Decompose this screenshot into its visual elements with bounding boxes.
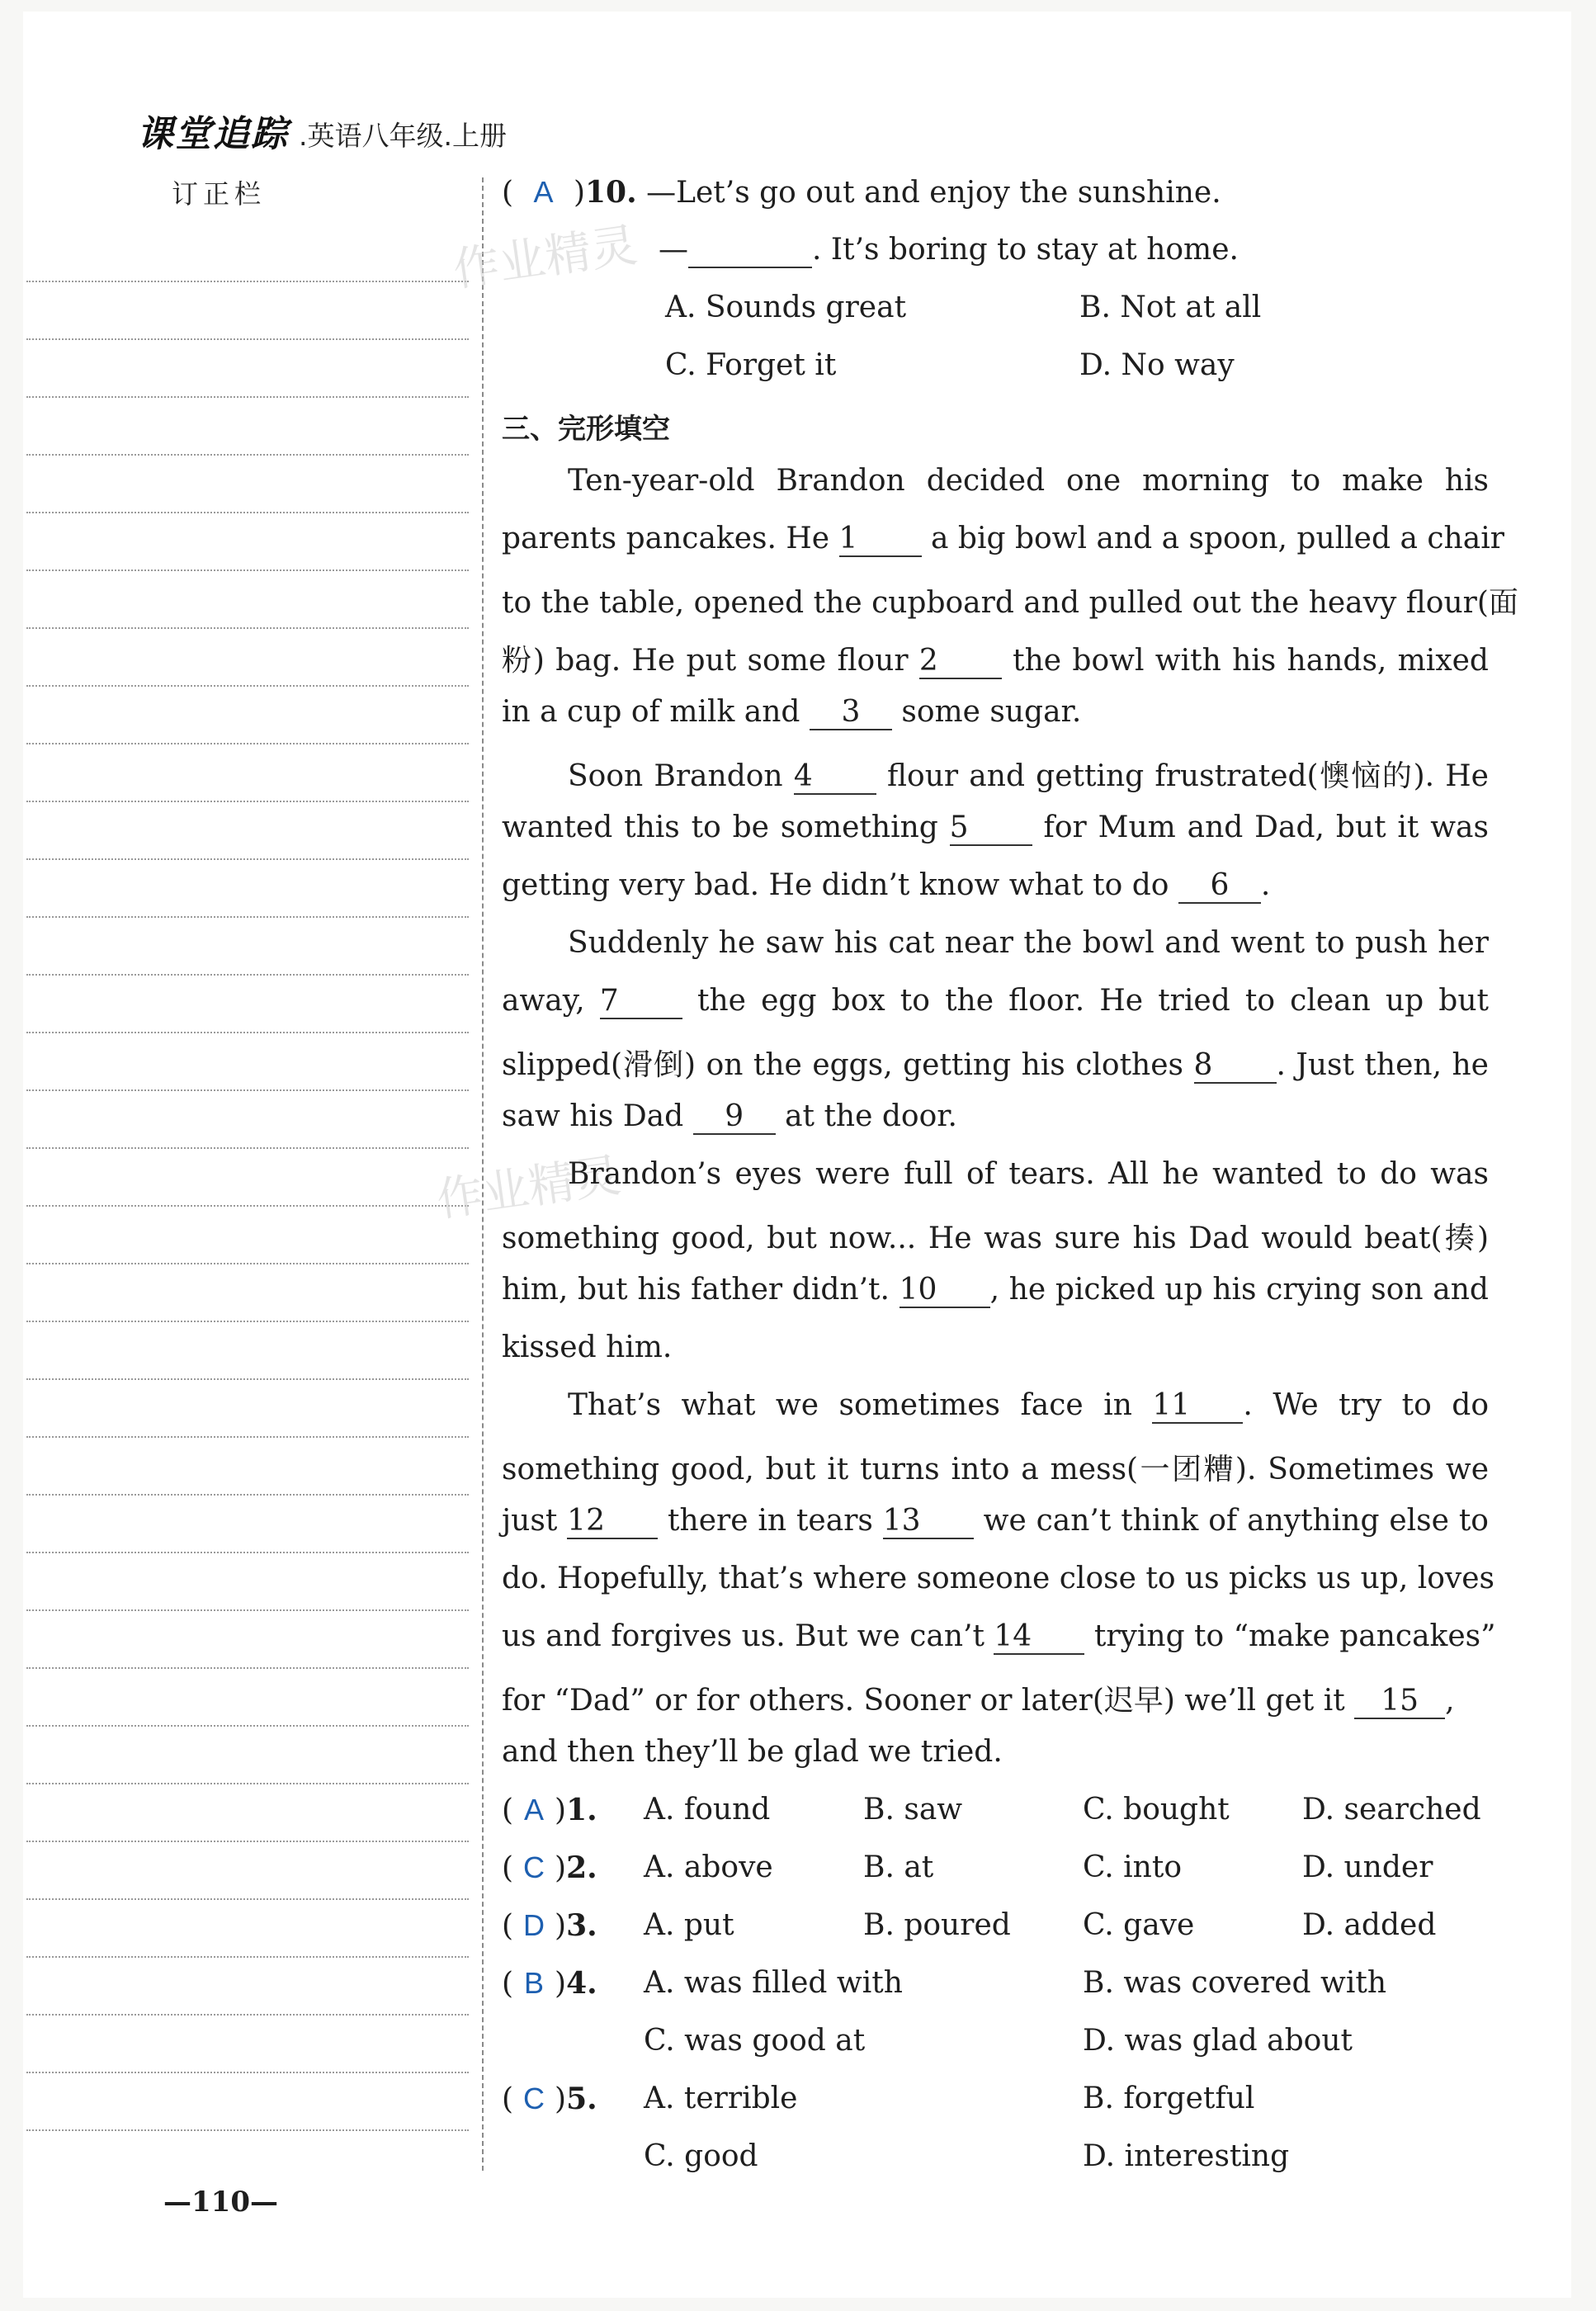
passage-line: 粉) bag. He put some flour 2 the bowl with his hands, mixed [502, 644, 1489, 678]
blank-8: 8 [1194, 1051, 1277, 1084]
option-b: B. at [863, 1850, 934, 1884]
q10-reply [659, 233, 1239, 268]
question-item: ( B )4. [502, 1966, 597, 2001]
question-number: 10. [585, 175, 637, 210]
option-a: A. put [644, 1908, 734, 1942]
dash: — [659, 233, 688, 267]
correction-ruled-line [26, 1378, 469, 1380]
option-d: D. interesting [1083, 2139, 1290, 2173]
correction-ruled-line [26, 281, 469, 282]
passage-line: us and forgives us. But we can’t 14 trying to “make pancakes” [502, 1619, 1496, 1653]
passage-line: That’s what we sometimes face in 11 . We try to do [568, 1388, 1489, 1422]
question-item: ( C )2. [502, 1850, 597, 1885]
blank-9: 9 [693, 1102, 776, 1135]
correction-ruled-line [26, 743, 469, 744]
page-number: —110— [163, 2186, 278, 2219]
passage-line: kissed him. [502, 1330, 673, 1364]
correction-ruled-line [26, 1321, 469, 1322]
passage-line: do. Hopefully, that’s where someone close to us picks us up, loves [502, 1562, 1495, 1595]
correction-ruled-line [26, 1032, 469, 1033]
blank-11: 11 [1152, 1391, 1243, 1424]
answer-mark: D [523, 1908, 545, 1942]
option-a: A. found [644, 1793, 771, 1827]
option-c: C. was good at [644, 2024, 866, 2058]
blank-13: 13 [883, 1506, 974, 1539]
correction-ruled-line [26, 1147, 469, 1149]
correction-ruled-line [26, 1783, 469, 1784]
passage-line: parents pancakes. He 1 a big bowl and a spoon, pulled a chair [502, 522, 1504, 555]
blank-3: 3 [810, 697, 892, 730]
paren: ( [502, 176, 514, 210]
correction-ruled-line [26, 1609, 469, 1611]
blank-5: 5 [950, 813, 1032, 846]
blank-4: 4 [794, 762, 876, 795]
reply-text: . It’s boring to stay at home. [812, 233, 1239, 267]
question-item: ( C )5. [502, 2082, 597, 2116]
option-c: C. Forget it [665, 348, 837, 382]
passage-line: getting very bad. He didn’t know what to do 6 . [502, 868, 1271, 902]
passage-line: something good, but now... He was sure his Dad would beat(揍) [502, 1222, 1489, 1255]
correction-ruled-line [26, 627, 469, 629]
passage-line: something good, but it turns into a mess(一团糟). Sometimes we [502, 1453, 1489, 1486]
correction-ruled-line [26, 974, 469, 976]
correction-ruled-line [26, 1494, 469, 1496]
passage-line: him, but his father didn’t. 10 , he picked up his crying son and [502, 1273, 1489, 1307]
option-c: C. bought [1083, 1793, 1230, 1827]
correction-ruled-line [26, 1841, 469, 1842]
option-c: C. gave [1083, 1908, 1195, 1942]
answer-mark: A [524, 1793, 545, 1827]
correction-ruled-line [26, 685, 469, 687]
passage-line: slipped(滑倒) on the eggs, getting his clothes 8 . Just then, he [502, 1048, 1489, 1082]
correction-ruled-line [26, 1956, 469, 1958]
watermark: 作业精灵 [433, 1148, 625, 1228]
passage-line: to the table, opened the cupboard and pulled out the heavy flour(面 [502, 586, 1518, 620]
correction-ruled-line [26, 396, 469, 398]
option-a: A. terrible [644, 2082, 798, 2115]
correction-ruled-line [26, 1725, 469, 1727]
blank-7: 7 [600, 986, 682, 1019]
option-b: B. forgetful [1083, 2082, 1255, 2115]
page-header [137, 99, 507, 157]
brand-logo: 课堂追踪 [137, 113, 289, 155]
correction-ruled-line [26, 1263, 469, 1264]
blank-15: 15 [1354, 1686, 1445, 1719]
option-a: A. Sounds great [665, 291, 907, 324]
paren: ) [573, 176, 585, 210]
answer-blank [688, 235, 812, 268]
correction-ruled-line [26, 2014, 469, 2016]
correction-column-title: 订正栏 [172, 178, 267, 210]
correction-ruled-line [26, 2072, 469, 2073]
question-item: ( A )1. [502, 1793, 597, 1827]
option-b: B. saw [863, 1793, 963, 1827]
blank-14: 14 [994, 1622, 1084, 1655]
passage-line: Soon Brandon 4 flour and getting frustrated(懊恼的). He [568, 759, 1489, 793]
answer-mark: C [523, 2082, 545, 2115]
option-d: D. was glad about [1083, 2024, 1353, 2058]
correction-ruled-line [26, 512, 469, 513]
correction-ruled-line [26, 1089, 469, 1091]
correction-ruled-line [26, 338, 469, 340]
passage-line: Ten-year-old Brandon decided one morning to make his [568, 464, 1489, 498]
correction-ruled-line [26, 2129, 469, 2131]
section-title: 三、完形填空 [502, 413, 670, 446]
correction-ruled-line [26, 1205, 469, 1207]
blank-2: 2 [919, 646, 1002, 679]
option-a: A. was filled with [644, 1966, 903, 2000]
book-series-title: .英语八年级.上册 [299, 120, 507, 152]
question-item: ( D )3. [502, 1908, 597, 1943]
answer-mark: C [523, 1850, 545, 1884]
blank-12: 12 [567, 1506, 658, 1539]
passage-line: wanted this to be something 5 for Mum and Dad, but it was [502, 811, 1489, 844]
option-b: B. poured [863, 1908, 1011, 1942]
option-c: C. good [644, 2139, 758, 2173]
passage-line: for “Dad” or for others. Sooner or later(迟早) we’ll get it 15 , [502, 1684, 1455, 1718]
correction-ruled-line [26, 454, 469, 456]
correction-ruled-line [26, 569, 469, 571]
option-d: D. searched [1302, 1793, 1481, 1827]
option-b: B. Not at all [1079, 291, 1262, 324]
passage-line: and then they’ll be glad we tried. [502, 1735, 1003, 1769]
answer-mark: B [524, 1966, 545, 2000]
option-a: A. above [644, 1850, 773, 1884]
correction-ruled-line [26, 1667, 469, 1669]
watermark: 作业精灵 [450, 218, 641, 298]
blank-6: 6 [1178, 871, 1261, 904]
option-d: D. No way [1079, 348, 1235, 382]
option-d: D. added [1302, 1908, 1437, 1942]
passage-line: saw his Dad 9 at the door. [502, 1099, 957, 1133]
blank-10: 10 [900, 1275, 990, 1308]
blank-1: 1 [839, 524, 922, 557]
passage-line: away, 7 the egg box to the floor. He tried to clean up but [502, 984, 1489, 1018]
passage-line: Brandon’s eyes were full of tears. All he wanted to do was [568, 1157, 1489, 1191]
correction-ruled-line [26, 858, 469, 860]
correction-ruled-line [26, 1898, 469, 1900]
passage-line: in a cup of milk and 3 some sugar. [502, 695, 1082, 729]
correction-ruled-line [26, 1436, 469, 1438]
option-c: C. into [1083, 1850, 1182, 1884]
answer-mark: A [533, 175, 554, 209]
option-b: B. was covered with [1083, 1966, 1386, 2000]
q10-stem [502, 175, 1221, 210]
correction-ruled-lines [26, 281, 469, 2146]
passage-line: just 12 there in tears 13 we can’t think of anything else to [502, 1504, 1489, 1538]
option-d: D. under [1302, 1850, 1433, 1884]
passage-line: Suddenly he saw his cat near the bowl and went to push her [568, 926, 1489, 960]
correction-ruled-line [26, 1552, 469, 1553]
question-prompt: —Let’s go out and enjoy the sunshine. [646, 176, 1221, 210]
correction-ruled-line [26, 916, 469, 918]
correction-ruled-line [26, 801, 469, 802]
